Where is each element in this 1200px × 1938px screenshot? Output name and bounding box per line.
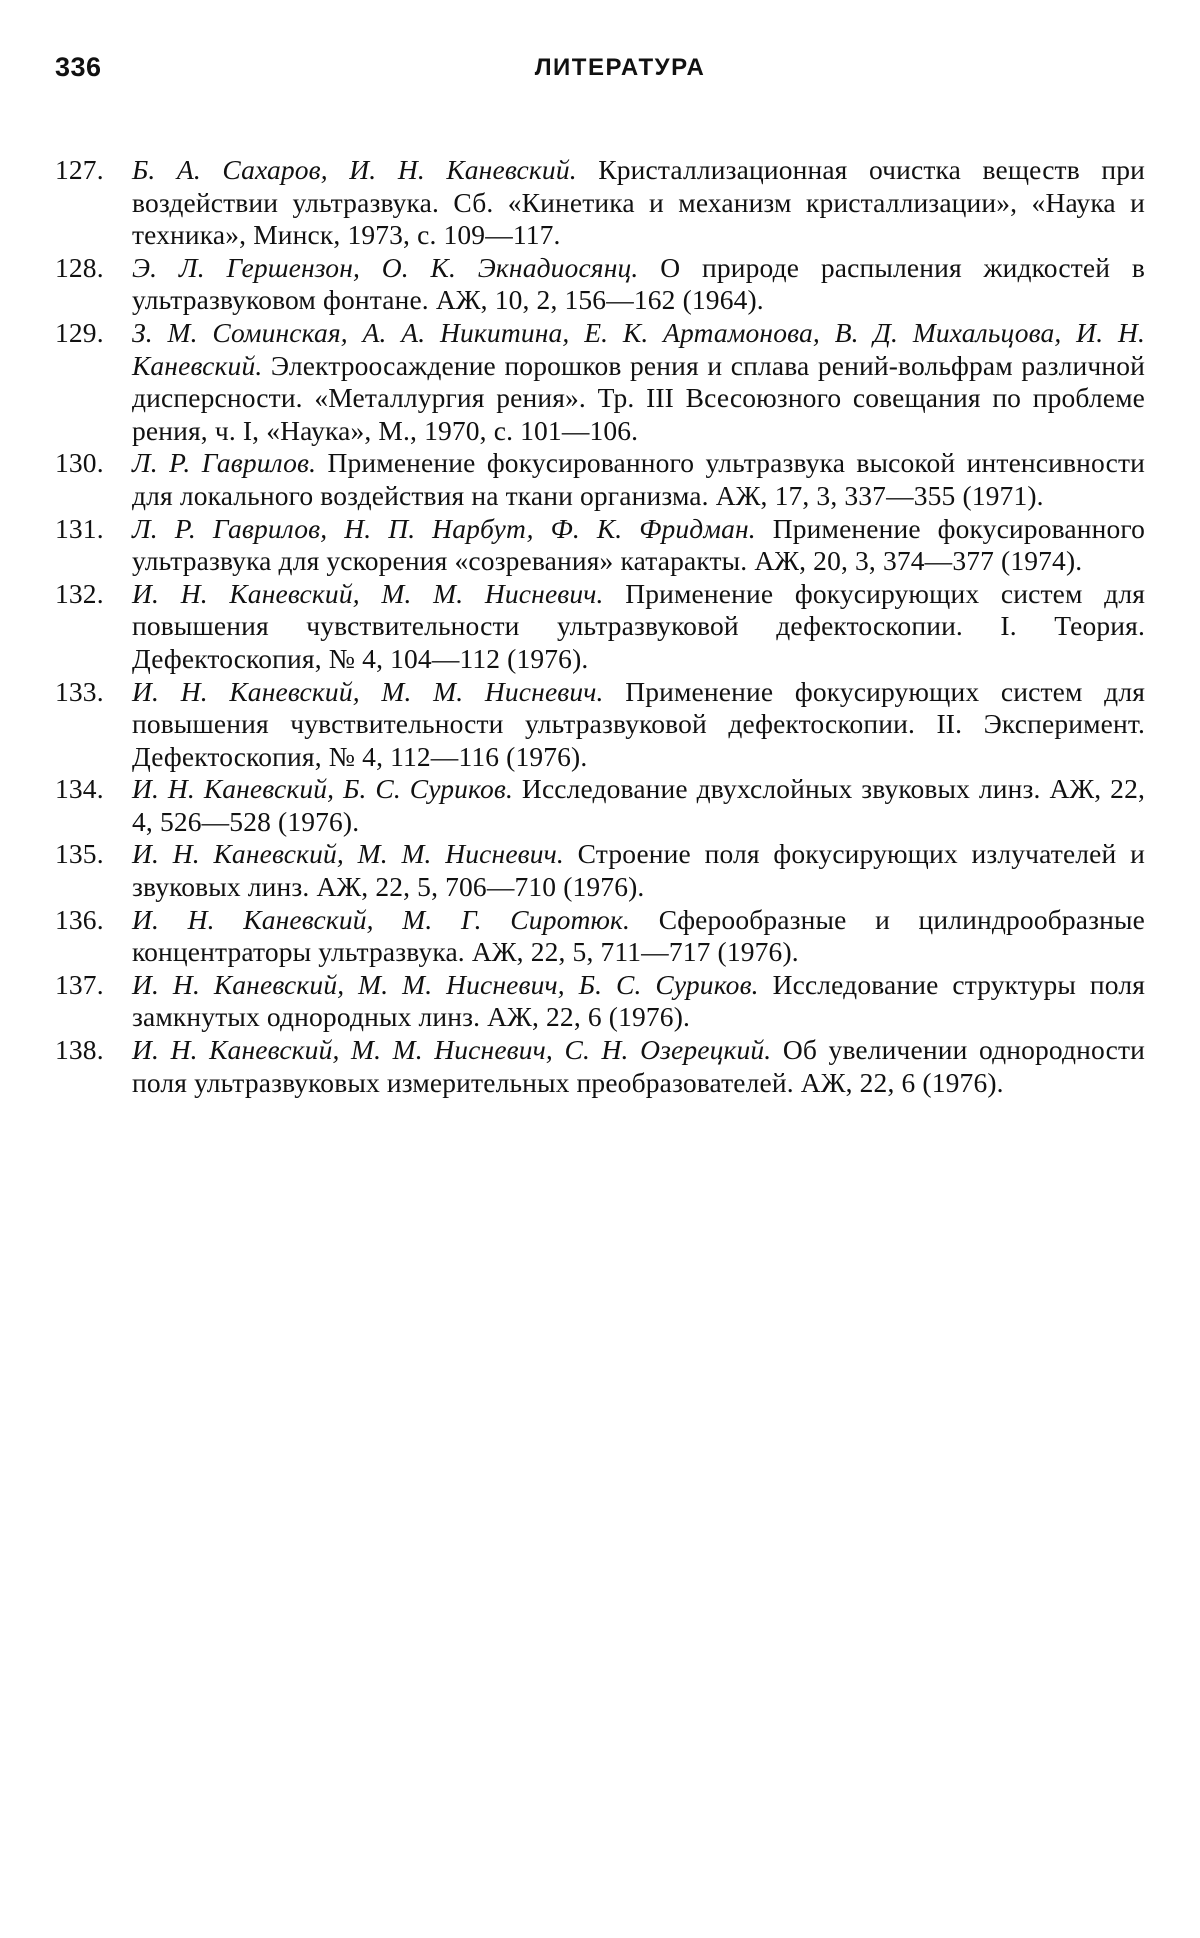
reference-list <box>55 154 1145 1099</box>
reference-number: 129. <box>55 316 104 348</box>
reference-item <box>55 676 1145 774</box>
reference-text: Об увеличении однородности поля ультразвуковых измерительных преобразователей. АЖ, 22, 6 (1976). <box>132 1034 1145 1098</box>
reference-authors: И. Н. Каневский, М. Г. Сиротюк. <box>132 903 631 935</box>
reference-text: Исследование структуры поля замкнутых однородных линз. АЖ, 22, 6 (1976). <box>132 968 1145 1033</box>
reference-authors: И. Н. Каневский, М. М. Нисневич. <box>132 838 564 870</box>
reference-text: Строение поля фокусирующих излучателей и звуковых линз. АЖ, 22, 5, 706—710 (1976). <box>132 838 1145 903</box>
page-number: 336 <box>55 52 102 82</box>
reference-number: 137. <box>55 968 104 1000</box>
page-header <box>55 52 1145 92</box>
reference-item <box>55 578 1145 676</box>
reference-item <box>55 1034 1145 1099</box>
reference-item <box>55 838 1145 903</box>
reference-text: Электроосаждение порошков рения и сплава рений-вольфрам различной дисперсности. «Металлургия рения». Тр. III Всесоюзного совещания по проблеме рения, ч. I, «Наука», М., 1970, с. 101—106. <box>132 349 1145 446</box>
running-head: ЛИТЕРАТУРА <box>534 54 706 81</box>
reference-item <box>55 317 1145 447</box>
reference-number: 131. <box>55 512 104 544</box>
reference-text: Сферообразные и цилиндрообразные концентраторы ультразвука. АЖ, 22, 5, 711—717 (1976). <box>132 903 1145 968</box>
reference-text: Применение фокусирующих систем для повышения чувствительности ультразвуковой дефектоскопии. II. Эксперимент. Дефектоскопия, № 4, 112—116 (1976). <box>132 675 1145 772</box>
reference-number: 130. <box>55 447 104 479</box>
reference-authors: И. Н. Каневский, Б. С. Суриков. <box>132 773 514 805</box>
reference-item <box>55 154 1145 252</box>
reference-authors: И. Н. Каневский, М. М. Нисневич. <box>132 675 604 707</box>
reference-text: О природе распыления жидкостей в ультразвуковом фонтане. АЖ, 10, 2, 156—162 (1964). <box>132 251 1145 316</box>
reference-authors: Л. Р. Гаврилов. <box>132 447 317 479</box>
reference-text: Кристаллизационная очистка веществ при воздействии ультразвука. Сб. «Кинетика и механизм кристаллизации», «Наука и техника», Минск, 1973, с. 109—117. <box>132 154 1145 251</box>
reference-authors: И. Н. Каневский, М. М. Нисневич. <box>132 577 604 609</box>
reference-number: 132. <box>55 577 104 609</box>
reference-authors: Л. Р. Гаврилов, Н. П. Нарбут, Ф. К. Фридман. <box>132 512 756 544</box>
reference-authors: Б. А. Сахаров, И. Н. Каневский. <box>132 154 577 185</box>
reference-text: Применение фокусированного ультразвука для ускорения «созревания» катаракты. АЖ, 20, 3, 374—377 (1974). <box>132 512 1145 577</box>
reference-number: 135. <box>55 838 104 870</box>
reference-authors: И. Н. Каневский, М. М. Нисневич, Б. С. Суриков. <box>132 968 759 1000</box>
reference-item <box>55 513 1145 578</box>
reference-number: 133. <box>55 675 104 707</box>
reference-item <box>55 447 1145 512</box>
reference-number: 128. <box>55 251 104 283</box>
reference-authors: И. Н. Каневский, М. М. Нисневич, С. Н. Озерецкий. <box>132 1034 772 1066</box>
reference-number: 138. <box>55 1034 104 1066</box>
reference-number: 134. <box>55 773 104 805</box>
reference-number: 136. <box>55 903 104 935</box>
reference-number: 127. <box>55 154 104 185</box>
reference-item <box>55 773 1145 838</box>
reference-item <box>55 252 1145 317</box>
reference-text: Исследование двухслойных звуковых линз. АЖ, 22, 4, 526—528 (1976). <box>132 773 1145 837</box>
reference-text: Применение фокусированного ультразвука высокой интенсивности для локального воздействия на ткани организма. АЖ, 17, 3, 337—355 (1971). <box>132 447 1145 511</box>
reference-authors: З. М. Соминская, А. А. Никитина, Е. К. Артамонова, В. Д. Михальцова, И. Н. Каневский. <box>132 316 1145 381</box>
reference-item <box>55 904 1145 969</box>
reference-item <box>55 969 1145 1034</box>
reference-authors: Э. Л. Гершензон, О. К. Экнадиосянц. <box>132 251 639 283</box>
reference-text: Применение фокусирующих систем для повышения чувствительности ультразвуковой дефектоскопии. I. Теория. Дефектоскопия, № 4, 104—112 (1976). <box>132 577 1145 674</box>
